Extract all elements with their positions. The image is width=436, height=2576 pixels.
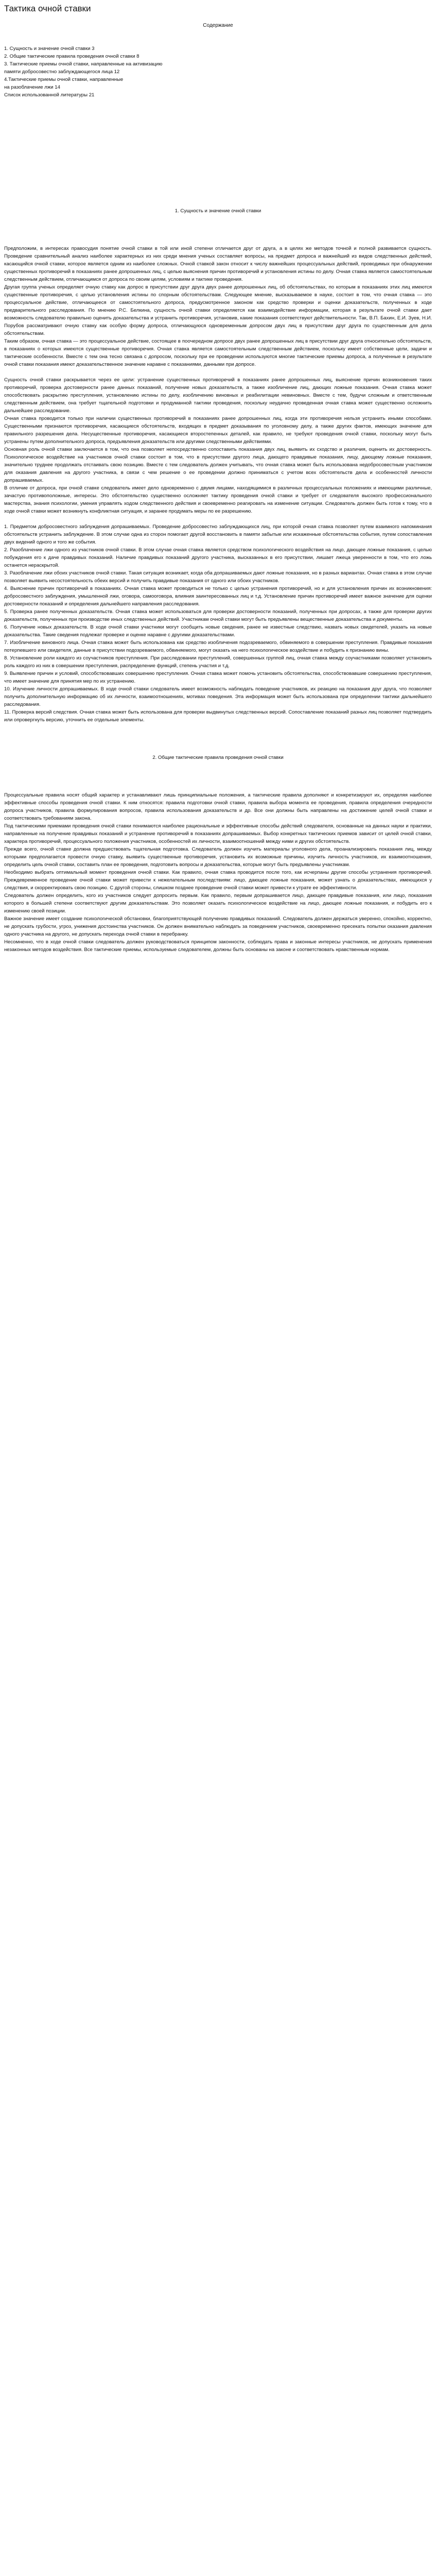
paragraph: 6. Получение новых доказательств. В ходе очной ставки участники могут сообщить новые сведения, ранее не известные следствию, назвать новых свидетелей, указать на новые доказательства. Такие сведения подлежат проверке и оценке наравне с другими доказательствами.: [4, 624, 432, 638]
paragraph: Другая группа ученых определяет очную ставку как допрос в присутствии друг друга двух ранее допрошенных лиц, об обстоятельствах, по которым в показаниях этих лиц имеются существенные противоречия, с целью установления истины по спорным обстоятельствам. Следующее мнение, высказываемое в науке, состоит в том, что очная ставка — это процессуальное действие, отличающееся от самостоятельного допроса, предусмотренное законом как средство проверки и оценки доказательств, полученных в ходе предварительного расследования. По мнению Р.С. Белкина, сущность очной ставки определяется как взаимодействие информации, которая в результате очной ставки дает возможность следователю правильно оценить доказательства и устранить противоречия, установив, какие показания соответствуют действительности. Так, В.П. Бахин, Е.И. Зуев, Н.И. Порубов рассматривают очную ставку как особую форму допроса, отличающуюся одновременным допросом двух лиц в присутствии друг друга по существенным для дела обстоятельствам.: [4, 284, 432, 336]
paragraph: 9. Выявление причин и условий, способствовавших совершению преступления. Очная ставка может помочь установить обстоятельства, способствовавшие совершению преступления, что имеет значение для принятия мер по их устранению.: [4, 671, 432, 684]
paragraph: Основная роль очной ставки заключается в том, что она позволяет непосредственно сопоставить показания двух лиц, выявить их сходство и различия, оценить их достоверность. Психологическое воздействие на участников очной ставки состоит в том, что в присутствии другого лица, дающего правдивые показания, лицу, дающему ложные показания, значительно труднее продолжать отстаивать свою позицию. Вместе с тем следователь должен учитывать, что очная ставка может быть использована недобросовестным участником для оказания давления на другого участника, в связи с чем решение о ее проведении должно приниматься с учетом всех обстоятельств дела и особенностей личности допрашиваемых.: [4, 447, 432, 483]
toc-item: 2. Общие тактические правила проведения очной ставки 8: [4, 54, 139, 59]
paragraph: Необходимо выбрать оптимальный момент проведения очной ставки. Как правило, очная ставка проводится после того, как исчерпаны другие способы устранения противоречий. Преждевременное проведение очной ставки может привести к нежелательным последствиям: лицо, дающее ложные показания, может узнать о доказательствах, имеющихся у следствия, и скорректировать свою позицию. С другой стороны, слишком позднее проведение очной ставки может привести к утрате ее эффективности.: [4, 870, 432, 891]
paragraph: В отличие от допроса, при очной ставке следователь имеет дело одновременно с двумя лицами, находящимися в различных процессуальных положениях и имеющими различные, зачастую противоположные, интересы. Это обстоятельство существенно осложняет тактику проведения очной ставки и требует от следователя высокого профессионального мастерства, знания психологии, умения управлять ходом следственного действия и своевременно реагировать на изменение ситуации. Следователь должен быть готов к тому, что в ходе очной ставки может возникнуть конфликтная ситуация, и заранее продумать меры по ее разрешению.: [4, 485, 432, 514]
paragraph: Процессуальные правила носят общий характер и устанавливают лишь принципиальные положения, а тактические правила дополняют и конкретизируют их, определяя наиболее эффективные способы проведения очной ставки. К ним относятся: правила подготовки очной ставки, правила выбора момента ее проведения, правила определения очередности допроса участников, правила формулирования вопросов, правила использования доказательств и др. Все они должны быть направлены на достижение целей очной ставки и соответствовать требованиям закона.: [4, 792, 432, 821]
chapter-2-title: 2. Общие тактические правила проведения очной ставки: [152, 755, 284, 760]
spacer: [4, 515, 432, 523]
paragraph: Прежде всего, очной ставке должна предшествовать тщательная подготовка. Следователь должен изучить материалы уголовного дела, проанализировать показания лиц, между которыми предполагается провести очную ставку, выявить существенные противоречия, установить их возможные причины, изучить личность участников, их взаимоотношения, определить цель очной ставки, составить план ее проведения, подготовить вопросы и доказательства, которые могут быть предъявлены участникам.: [4, 846, 432, 868]
paragraph: Сущность очной ставки раскрывается через ее цели: устранение существенных противоречий в показаниях ранее допрошенных лиц, выяснение причин возникновения таких противоречий, проверка достоверности ранее данных показаний, получение новых доказательств, а также изобличение лиц, дающих ложные показания. Очная ставка может способствовать раскрытию преступления, установлению истины по делу, изобличению виновных и реабилитации невиновных. Вместе с тем, будучи сложным и ответственным следственным действием, она требует тщательной подготовки и продуманной тактики проведения, поскольку неудачно проведенная очная ставка может существенно осложнить дальнейшее расследование.: [4, 377, 432, 414]
paragraph: Предположим, в интересах правосудия понятие очной ставки в той или иной степени отличается друг от друга, а в целях же методов точной и полной развивается сущность. Проведение сравнительный анализ наиболее характерных из них среди мнения ученых составляет вопросы, на предмет допроса и важнейший из видов следственных действий, касающийся очной ставки, которое является одним из наиболее сложных. Очной ставкой закон относит к числу важнейших процессуальных действий, проводимых при обнаружении существенных противоречий в показаниях ранее допрошенных лиц, с целью выяснения причин противоречий и установления истины по делу. Очная ставка является самостоятельным следственным действием, отличающимся от допроса по своим целям, условиям и тактике проведения.: [4, 246, 432, 282]
paragraph: 7. Изобличение виновного лица. Очная ставка может быть использована как средство изобличения подозреваемого, обвиняемого в совершении преступления. Правдивые показания потерпевшего или свидетеля, данные в присутствии подозреваемого, обвиняемого, могут оказать на него психологическое воздействие и побудить к признанию вины.: [4, 640, 432, 653]
toc-item: на разоблачение лжи 14: [4, 84, 60, 90]
toc-item: 3. Тактические приемы очной ставки, направленные на активизацию: [4, 61, 163, 67]
paragraph: Несомненно, что в ходе очной ставки следователь должен руководствоваться принципом законности, соблюдать права и законные интересы участников, не допускать применения незаконных методов воздействия. Все тактические приемы, используемые следователем, должны быть основаны на законе и соответствовать нравственным нормам.: [4, 939, 432, 953]
chapter-1-title: 1. Сущность и значение очной ставки: [175, 208, 261, 214]
paragraph: 2. Разоблачение лжи одного из участников очной ставки. В этом случае очная ставка является средством психологического воздействия на лицо, дающее ложные показания, с целью побуждения его к даче правдивых показаний. Наличие правдивых показаний другого участника, высказанных в его присутствии, лишает лжеца уверенности в том, что его ложь останется нераскрытой.: [4, 547, 432, 568]
paragraph: 11. Проверка версий следствия. Очная ставка может быть использована для проверки выдвинутых следственных версий. Сопоставление показаний разных лиц позволяет подтвердить или опровергнуть версию, уточнить ее отдельные элементы.: [4, 709, 432, 723]
document-page: [0, 0, 436, 964]
spacer: [4, 368, 432, 376]
paragraph: 3. Разоблачение лжи обоих участников очной ставки. Такая ситуация возникает, когда оба допрашиваемых дают ложные показания, но в разных вариантах. Очная ставка в этом случае позволяет выявить несостоятельность обеих версий и получить правдивые показания от одного или обоих участников.: [4, 570, 432, 584]
toc-item: памяти добросовестно заблуждающегося лица 12: [4, 69, 120, 75]
paragraph: Под тактическими приемами проведения очной ставки понимаются наиболее рациональные и эффективные способы действий следователя, основанные на данных науки и практики, направленные на получение правдивых показаний и устранение противоречий в показаниях допрашиваемых. Выбор конкретных тактических приемов зависит от целей очной ставки, характера противоречий, процессуального положения участников, особенностей их личности, взаимоотношений между ними и других обстоятельств.: [4, 823, 432, 844]
chapter-2-body: [4, 791, 432, 954]
paragraph: Таким образом, очная ставка — это процессуальное действие, состоящее в поочередном допросе двух ранее допрошенных лиц в присутствии друг друга относительно обстоятельств, в показаниях о которых имеются существенные противоречия. Очная ставка является самостоятельным следственным действием, поскольку имеет собственные цели, задачи и тактические особенности. Вместе с тем она тесно связана с допросом, поскольку при ее проведении используются многие тактические приемы допроса, а полученные в результате очной ставки показания имеют доказательственное значение наравне с показаниями, данными при допросе.: [4, 338, 432, 367]
paragraph: Следователь должен определить, кого из участников следует допросить первым. Как правило, первым допрашивается лицо, дающее правдивые показания, или лицо, показания которого в большей степени соответствуют другим доказательствам. Это позволяет оказать психологическое воздействие на лицо, дающее ложные показания, и побудить его к изменению своей позиции.: [4, 893, 432, 914]
toc-item: 1. Сущность и значение очной ставки 3: [4, 46, 95, 52]
toc-item: 4.Тактические приемы очной ставки, направленные: [4, 77, 124, 82]
paragraph: Очная ставка проводится только при наличии существенных противоречий в показаниях ранее допрошенных лиц, когда эти противоречия нельзя устранить иными способами. Существенными признаются противоречия, касающиеся обстоятельств, входящих в предмет доказывания по уголовному делу, а также других фактов, имеющих значение для правильного разрешения дела. Несущественные противоречия, касающиеся второстепенных деталей, как правило, не требуют проведения очной ставки, поскольку могут быть устранены путем дополнительного допроса, предъявления доказательств или другими следственными действиями.: [4, 416, 432, 445]
chapter-1-body: [4, 245, 432, 724]
paragraph: Важное значение имеет создание психологической обстановки, благоприятствующей получению правдивых показаний. Следователь должен держаться уверенно, спокойно, корректно, не допускать грубости, угроз, унижения достоинства участников. Он должен внимательно наблюдать за поведением участников, своевременно пресекать попытки оказания давления одного участника на другого, не допускать перехода очной ставки в перебранку.: [4, 916, 432, 937]
page-title: Тактика очной ставки: [4, 4, 91, 13]
spacer: [4, 99, 432, 207]
toc-heading: Содержание: [203, 23, 233, 28]
toc-item: Список использованной литературы 21: [4, 92, 95, 98]
table-of-contents: [4, 45, 432, 99]
paragraph: 1. Предметом добросовестного заблуждения допрашиваемых. Проведение добросовестно заблуждающихся лиц, при которой очная ставка позволяет путем взаимного напоминания обстоятельств устранить заблуждение. В этом случае одна из сторон помогает другой восстановить в памяти забытые или искаженные обстоятельства события, путем сопоставления двух видений одного и того же события.: [4, 524, 432, 545]
paragraph: 8. Установление роли каждого из соучастников преступления. При расследовании преступлений, совершенных группой лиц, очная ставка между соучастниками позволяет установить роль каждого из них в совершении преступления, распределение функций, степень участия и т.д.: [4, 655, 432, 669]
paragraph: 5. Проверка ранее полученных доказательств. Очная ставка может использоваться для проверки достоверности показаний, полученных при допросах, а также для проверки других доказательств, полученных при производстве иных следственных действий. Участникам очной ставки могут быть предъявлены вещественные доказательства и документы.: [4, 609, 432, 622]
paragraph: 4. Выяснение причин противоречий в показаниях. Очная ставка может проводиться не только с целью устранения противоречий, но и для установления причин их возникновения: добросовестного заблуждения, умышленной лжи, оговора, самооговора, влияния заинтересованных лиц и т.д. Установление причин противоречий имеет важное значение для оценки достоверности показаний и определения дальнейшего направления расследования.: [4, 586, 432, 607]
paragraph: 10. Изучение личности допрашиваемых. В ходе очной ставки следователь имеет возможность наблюдать поведение участников, их реакцию на показания друг друга, что позволяет получить дополнительную информацию об их личности, взаимоотношениях, мотивах поведения. Эта информация может быть использована при определении тактики дальнейшего расследования.: [4, 686, 432, 707]
